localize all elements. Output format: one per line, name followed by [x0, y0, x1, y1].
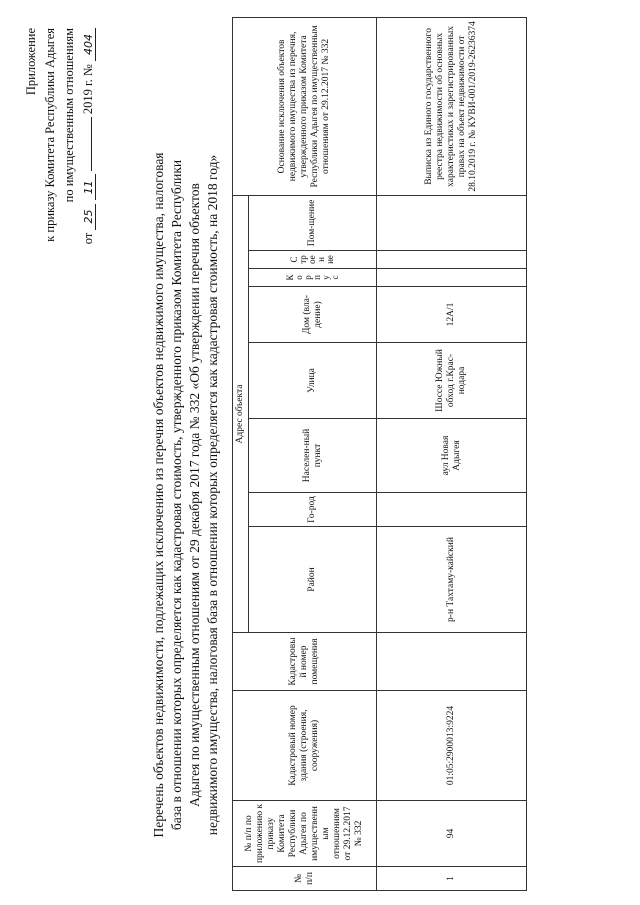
- appendix-order-line: к приказу Комитета Республики Адыгея: [43, 28, 57, 242]
- header-num-in-appendix: № п/п по приложению к приказу Комитета Республики Адыгея по имущественным отношениям от 29.12.2017 № 332: [233, 801, 377, 867]
- cell-korpus: [377, 269, 527, 287]
- year-number-label: 2019 г. №: [81, 64, 95, 115]
- header-city: Го-род: [249, 493, 377, 527]
- header-korpus: К о р п у с: [249, 269, 377, 287]
- cell-district: р-н Тахтаму-кайский: [377, 527, 527, 633]
- date-prefix: от: [81, 232, 95, 245]
- cell-house: 12А/1: [377, 287, 527, 343]
- handwritten-month: 11: [82, 174, 96, 200]
- header-basis: Основание исключения объектов недвижимого имущества из перечня, утвержденного приказом Комитета Республики Адыгея по имущественным отношениям от 29.12.2017 № 332: [233, 17, 377, 195]
- header-num: № п/п: [233, 867, 377, 891]
- header-district: Район: [249, 527, 377, 633]
- cell-num: 1: [377, 867, 527, 891]
- header-settlement: Населен-ный пункт: [249, 419, 377, 493]
- header-premise-cadastral: Кадастровый номер помещения: [233, 633, 377, 691]
- handwritten-day: 25: [82, 204, 96, 230]
- document-title: Перечень объектов недвижимости, подлежащих исключению из перечня объектов недвижимого имущества, налоговая база в отношении которых определяется как кадастровая стоимость, утвержденного приказом Комитета Республики Адыгея по имущественным отношениям от 29 декабря 2017 года № 332 «Об утверждении перечня объектов недвижимого имущества, налоговая база в отношении которых определяется как кадастровая стоимость, на 2018 год»: [151, 152, 220, 838]
- header-building-cadastral: Кадастровый номер здания (строения, сооружения): [233, 691, 377, 801]
- cell-premise-cadastral: [377, 633, 527, 691]
- appendix-title: Приложение: [24, 28, 38, 96]
- cell-building-cadastral: 01:05:2900013:9224: [377, 691, 527, 801]
- header-stroenie: С тр ое н ие: [249, 251, 377, 269]
- table-row: [377, 17, 527, 890]
- objects-table: [232, 17, 527, 891]
- cell-premise: [377, 195, 527, 250]
- cell-street: Шоссе Южный обход г.Крас-нодара: [377, 343, 527, 419]
- appendix-committee-line: по имущественным отношениям: [62, 28, 76, 203]
- appendix-block: [22, 28, 98, 348]
- cell-stroenie: [377, 251, 527, 269]
- appendix-date-line: [79, 28, 98, 348]
- cell-num-in-appendix: 94: [377, 801, 527, 867]
- table-header-row-1: [233, 17, 249, 890]
- header-street: Улица: [249, 343, 377, 419]
- cell-basis: Выписка из Единого государственного реестра недвижимости об основных характеристиках и зарегистрированных правах на объект недвижимости от 28.10.2019 г. № КУВИ-001/2019-26236374: [377, 17, 527, 195]
- handwritten-order-number: 404: [82, 28, 96, 61]
- cell-city: [377, 493, 527, 527]
- header-house: Дом (вла-дение): [249, 287, 377, 343]
- header-address: Адрес объекта: [233, 195, 249, 632]
- date-blank-line: [91, 117, 92, 171]
- cell-settlement: аул Новая Адыгея: [377, 419, 527, 493]
- header-premise: Пом-щение: [249, 195, 377, 250]
